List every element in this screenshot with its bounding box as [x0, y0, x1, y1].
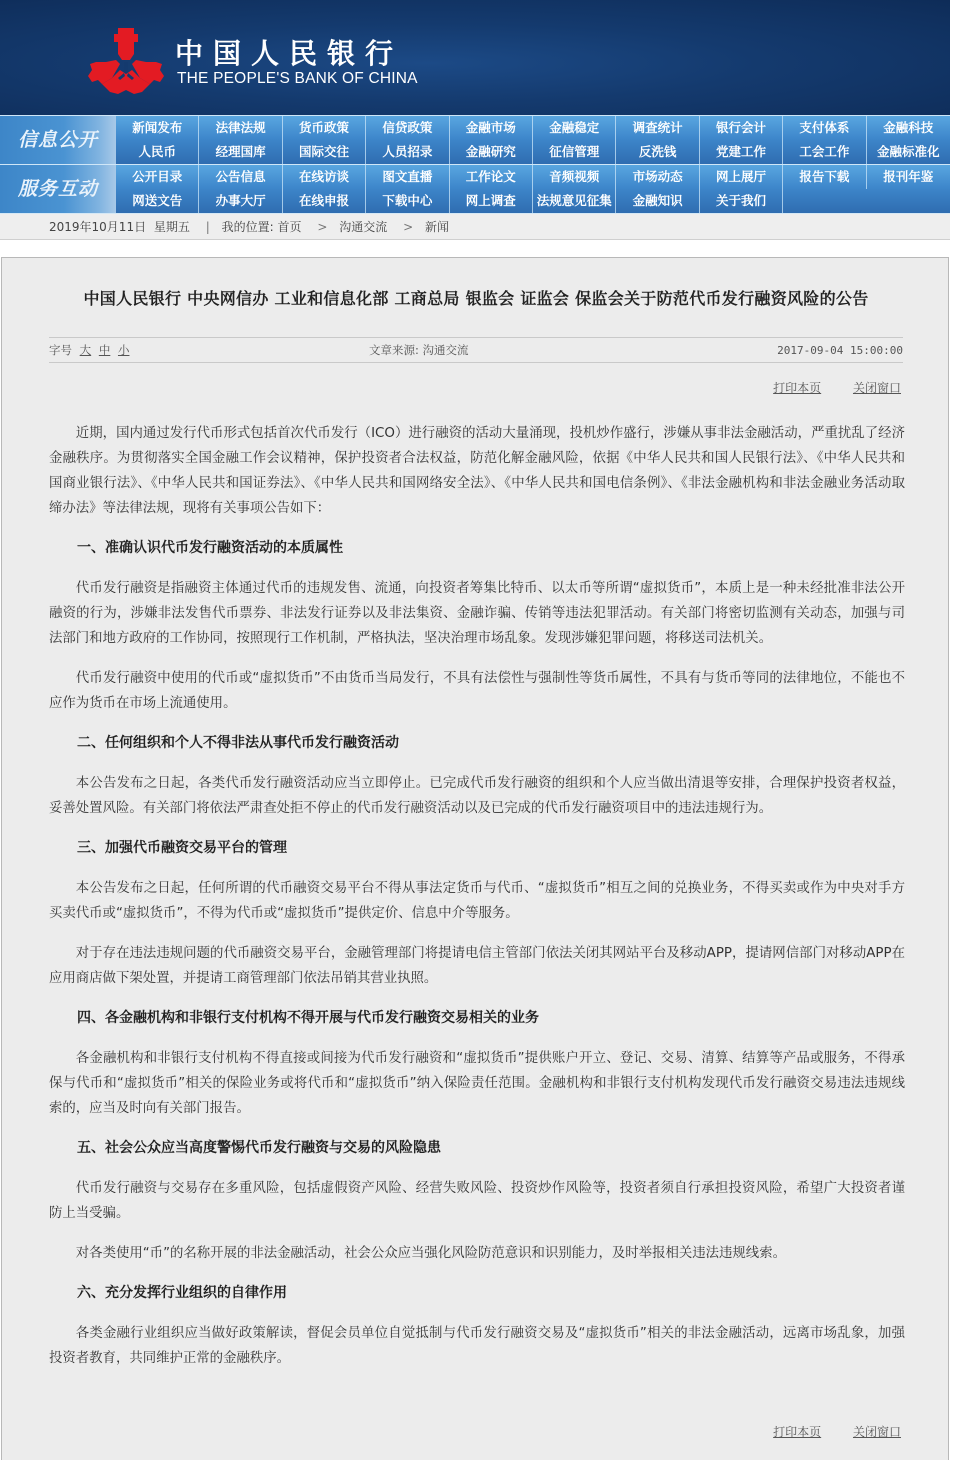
breadcrumb-news[interactable]: 新闻 [424, 220, 449, 234]
nav-group-info-disclosure [0, 115, 950, 163]
nav-item[interactable]: 音频视频 [533, 165, 616, 189]
breadcrumb-separator: > [403, 220, 414, 234]
nav-item-empty [783, 189, 866, 213]
nav-item[interactable]: 办事大厅 [199, 189, 282, 213]
nav-item[interactable]: 国际交往 [283, 140, 366, 164]
nav-item[interactable]: 金融市场 [450, 116, 533, 140]
breadcrumb-home[interactable]: 首页 [277, 220, 302, 234]
location-label: 我的位置: [221, 220, 274, 234]
section-heading-2: 二、任何组织和个人不得非法从事代币发行融资活动 [77, 735, 399, 751]
nav-item[interactable]: 市场动态 [616, 165, 699, 189]
font-size-medium[interactable]: 中 [98, 343, 111, 357]
nav-item[interactable]: 报告下载 [783, 165, 866, 189]
nav-item[interactable]: 银行会计 [700, 116, 783, 140]
nav-item[interactable]: 人员招录 [366, 140, 449, 164]
logo-english-name: THE PEOPLE'S BANK OF CHINA [177, 70, 418, 87]
main-navigation [0, 115, 950, 213]
nav-item[interactable]: 征信管理 [533, 140, 616, 164]
divider: | [205, 220, 210, 234]
nav-item[interactable]: 经理国库 [199, 140, 282, 164]
current-weekday: 星期五 [153, 220, 190, 234]
nav-item[interactable]: 公告信息 [199, 165, 282, 189]
close-window-link[interactable]: 关闭窗口 [852, 1425, 901, 1439]
section-heading-4: 四、各金融机构和非银行支付机构不得开展与代币发行融资交易相关的业务 [77, 1010, 539, 1026]
nav-item[interactable]: 法规意见征集 [533, 189, 616, 213]
section-heading-5: 五、社会公众应当高度警惕代币发行融资与交易的风险隐患 [77, 1140, 441, 1156]
paragraph: 代币发行融资与交易存在多重风险，包括虚假资产风险、经营失败风险、投资炒作风险等，投资者须自行承担投资风险，希望广大投资者谨防上当受骗。 [49, 1181, 905, 1221]
site-banner [0, 0, 950, 115]
article-title: 中国人民银行 中央网信办 工业和信息化部 工商总局 银监会 证监会 保监会关于防范代币发行融资风险的公告 [83, 289, 869, 308]
nav-item[interactable]: 新闻发布 [116, 116, 199, 140]
nav-item[interactable]: 公开目录 [116, 165, 199, 189]
print-page-link[interactable]: 打印本页 [773, 381, 822, 395]
article-panel [1, 257, 949, 1460]
nav-item[interactable]: 反洗钱 [616, 140, 699, 164]
section-heading-3: 三、加强代币融资交易平台的管理 [77, 840, 287, 856]
nav-item[interactable]: 网送文告 [116, 189, 199, 213]
breadcrumb-communication[interactable]: 沟通交流 [339, 220, 388, 234]
nav-item[interactable]: 金融科技 [883, 120, 934, 135]
print-page-link[interactable]: 打印本页 [773, 1425, 822, 1439]
nav-item-empty [867, 189, 950, 213]
nav-item[interactable]: 在线申报 [283, 189, 366, 213]
font-size-label: 字号 [49, 343, 72, 357]
article-meta [49, 337, 903, 363]
section-heading-1: 一、准确认识代币发行融资活动的本质属性 [77, 540, 343, 556]
nav-section-label: 信息公开 [0, 116, 116, 164]
nav-item[interactable]: 金融标准化 [877, 144, 940, 159]
article-source: 文章来源: 沟通交流 [369, 343, 469, 357]
nav-item[interactable]: 信贷政策 [366, 116, 449, 140]
article-datetime: 2017-09-04 15:00:00 [777, 344, 903, 357]
nav-item[interactable]: 金融研究 [450, 140, 533, 164]
section-heading-6: 六、充分发挥行业组织的自律作用 [77, 1285, 287, 1301]
nav-item[interactable]: 报刊年鉴 [883, 169, 934, 184]
paragraph-intro: 近期，国内通过发行代币形式包括首次代币发行（ICO）进行融资的活动大量涌现，投机炒作盛行，涉嫌从事非法金融活动，严重扰乱了经济金融秩序。为贯彻落实全国金融工作会议精神，保护投资者合法权益，防范化解金融风险，依据《中华人民共和国人民银行法》、《中华人民共和国商业银行法》、《中华人民共和国证券法》、《中华人民共和国网络安全法》、《中华人民共和国电信条例》、《非法金融机构和非法金融业务活动取缔办法》等法律法规，现将有关事项公告如下： [49, 426, 905, 516]
nav-item[interactable]: 金融知识 [616, 189, 699, 213]
nav-group-service-interaction [0, 164, 950, 212]
nav-item[interactable]: 金融稳定 [533, 116, 616, 140]
pboc-logo-icon [88, 26, 164, 96]
paragraph: 对各类使用“币”的名称开展的非法金融活动，社会公众应当强化风险防范意识和识别能力，及时举报相关违法违规线索。 [75, 1246, 786, 1261]
article-actions-top [745, 379, 901, 396]
paragraph: 各金融机构和非银行支付机构不得直接或间接为代币发行融资和“虚拟货币”提供账户开立、登记、交易、清算、结算等产品或服务，不得承保与代币和“虚拟货币”相关的保险业务或将代币和“虚拟货币”纳入保险责任范围。金融机构和非银行支付机构发现代币发行融资交易违法违规线索的，应当及时向有关部门报告。 [49, 1051, 905, 1116]
font-size-control [49, 338, 129, 363]
logo-chinese-name: 中国人民银行 [175, 37, 404, 70]
nav-item[interactable]: 党建工作 [700, 140, 783, 164]
nav-item[interactable]: 法律法规 [199, 116, 282, 140]
nav-grid [116, 165, 950, 213]
nav-item[interactable]: 人民币 [116, 140, 199, 164]
nav-item[interactable]: 支付体系 [783, 116, 866, 140]
article-body [49, 421, 905, 1386]
paragraph: 代币发行融资是指融资主体通过代币的违规发售、流通，向投资者筹集比特币、以太币等所谓“虚拟货币”，本质上是一种未经批准非法公开融资的行为，涉嫌非法发售代币票券、非法发行证券以及非法集资、金融诈骗、传销等违法犯罪活动。有关部门将密切监测有关动态，加强与司法部门和地方政府的工作协同，按照现行工作机制，严格执法，坚决治理市场乱象。发现涉嫌犯罪问题，将移送司法机关。 [49, 581, 905, 646]
breadcrumb-separator: > [317, 220, 328, 234]
paragraph: 本公告发布之日起，各类代币发行融资活动应当立即停止。已完成代币发行融资的组织和个人应当做出清退等安排，合理保护投资者权益，妥善处置风险。有关部门将依法严肃查处拒不停止的代币发行融资活动以及已完成的代币发行融资项目中的违法违规行为。 [49, 776, 905, 816]
paragraph: 代币发行融资中使用的代币或“虚拟货币”不由货币当局发行，不具有法偿性与强制性等货币属性，不具有与货币等同的法律地位，不能也不应作为货币在市场上流通使用。 [49, 671, 905, 711]
nav-section-label: 服务互动 [0, 165, 116, 213]
font-size-small[interactable]: 小 [117, 343, 130, 357]
close-window-link[interactable]: 关闭窗口 [852, 381, 901, 395]
nav-item[interactable]: 调查统计 [616, 116, 699, 140]
nav-item[interactable]: 网上调查 [450, 189, 533, 213]
font-size-large[interactable]: 大 [79, 343, 92, 357]
nav-item[interactable]: 货币政策 [283, 116, 366, 140]
paragraph: 本公告发布之日起，任何所谓的代币融资交易平台不得从事法定货币与代币、“虚拟货币”相互之间的兑换业务，不得买卖或作为中央对手方买卖代币或“虚拟货币”，不得为代币或“虚拟货币”提供定价、信息中介等服务。 [49, 881, 905, 921]
paragraph: 对于存在违法违规问题的代币融资交易平台，金融管理部门将提请电信主管部门依法关闭其网站平台及移动APP，提请网信部门对移动APP在应用商店做下架处置，并提请工商管理部门依法吊销其营业执照。 [49, 946, 905, 986]
nav-item[interactable]: 工作论文 [450, 165, 533, 189]
paragraph: 各类金融行业组织应当做好政策解读，督促会员单位自觉抵制与代币发行融资交易及“虚拟货币”相关的非法金融活动，远离市场乱象，加强投资者教育，共同维护正常的金融秩序。 [49, 1326, 905, 1366]
nav-item[interactable]: 图文直播 [366, 165, 449, 189]
breadcrumb [0, 213, 950, 240]
nav-grid [116, 116, 950, 164]
nav-item[interactable]: 工会工作 [783, 140, 866, 164]
current-date: 2019年10月11日 [49, 220, 147, 234]
nav-item[interactable]: 关于我们 [700, 189, 783, 213]
article-actions-bottom [745, 1423, 901, 1440]
nav-item[interactable]: 网上展厅 [700, 165, 783, 189]
nav-item[interactable]: 下载中心 [366, 189, 449, 213]
nav-item[interactable]: 在线访谈 [283, 165, 366, 189]
